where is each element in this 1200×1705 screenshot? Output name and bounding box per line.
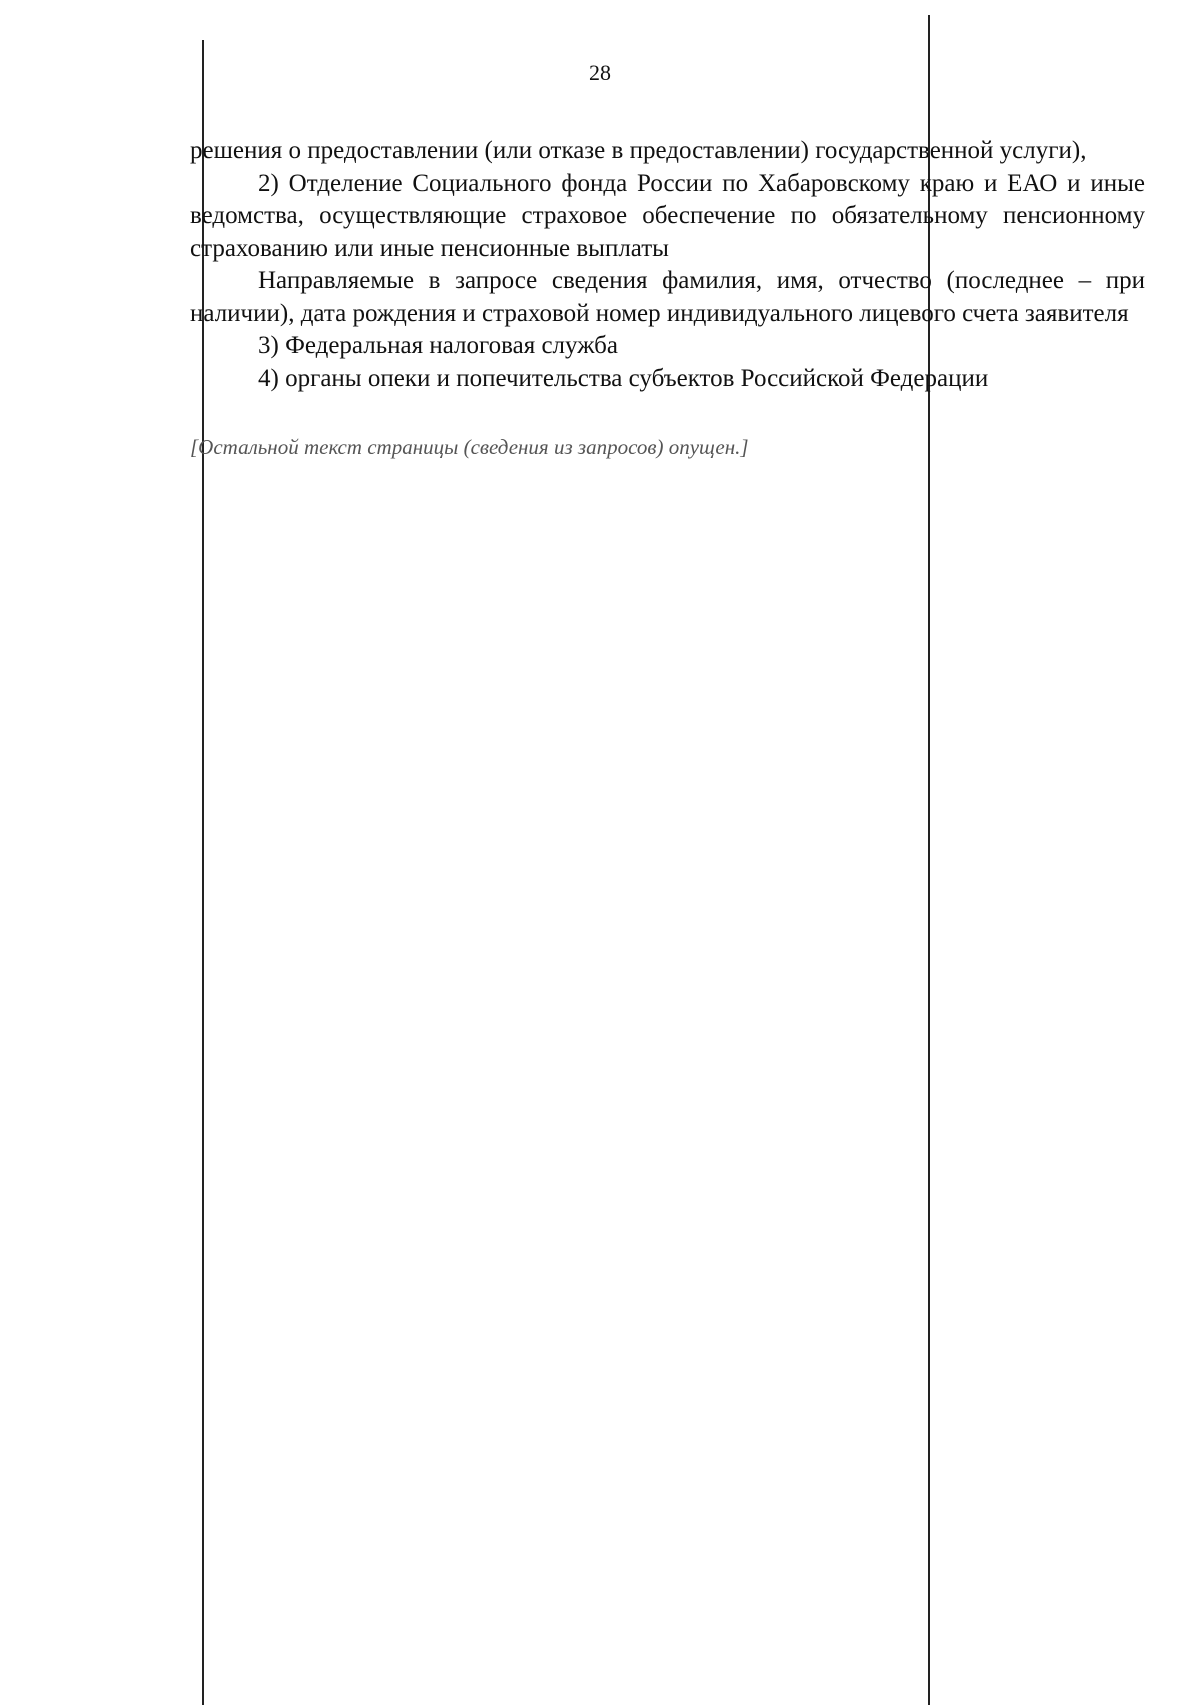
document-body — [190, 135, 1145, 481]
paragraph: Направляемые в запросе сведения фамилия, имя, отчество (последнее – при наличии), дата рождения и страховой номер индивидуального лицевого счета заявителя — [190, 267, 1145, 327]
paragraph: 2) Отделение Социального фонда России по Хабаровскому краю и ЕАО и иные ведомства, осуществляющие страховое обеспечение по обязательному пенсионному страхованию или иные пенсионные выплаты — [190, 169, 1145, 262]
omission-note: [Остальной текст страницы (сведения из запросов) опущен.] — [190, 435, 749, 459]
paragraph: 4) органы опеки и попечительства субъектов Российской Федерации — [258, 364, 989, 392]
paragraph: решения о предоставлении (или отказе в предоставлении) государственной услуги), — [190, 137, 1087, 164]
page-number: 28 — [589, 60, 611, 85]
paragraph: 3) Федеральная налоговая служба — [258, 332, 618, 359]
